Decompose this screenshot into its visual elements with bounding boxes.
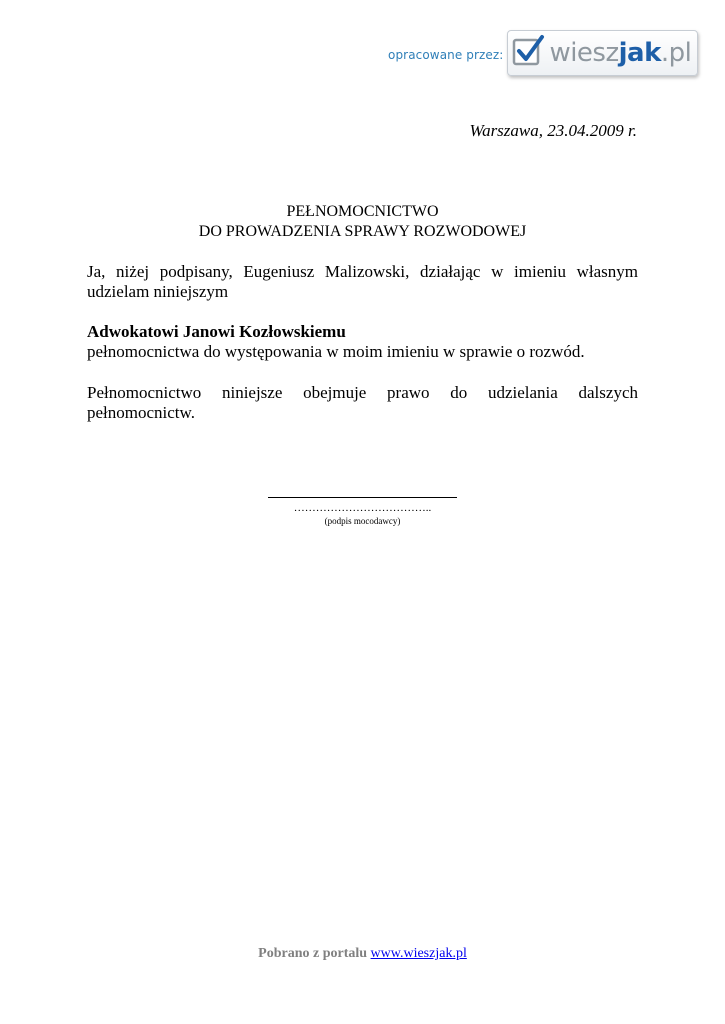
logo-wordmark [549,40,691,66]
wieszjak-logo [507,30,698,76]
document-subtitle: DO PROWADZENIA SPRAWY ROZWODOWEJ [198,223,527,240]
page-footer [0,946,725,962]
grant-paragraph [87,262,638,302]
signature-dots: ……………………………….. [293,502,432,514]
document-title: PEŁNOMOCNICTWO [286,203,439,220]
footer-link[interactable]: www.wieszjak.pl [370,946,467,961]
substitution-paragraph [87,383,638,423]
grant-paragraph-line-2: udzielam niniejszym [87,282,229,301]
addressee-name: Adwokatowi Janowi Kozłowskiemu [87,322,346,341]
prepared-by-label: opracowane przez: [388,48,504,62]
logo-word-wiesz: wiesz [549,38,619,68]
signature-line [268,497,457,498]
document-date: Warszawa, 23.04.2009 r. [469,121,637,140]
signature-caption: (podpis mocodawcy) [324,516,401,526]
scope-paragraph: pełnomocnictwa do występowania w moim imieniu w sprawie o rozwód. [87,342,585,361]
logo-word-jak: jak [618,38,661,68]
grant-paragraph-line-1: Ja, niżej podpisany, Eugeniusz Malizowski, działając w imieniu własnym [87,262,638,281]
substitution-paragraph-line-2: pełnomocnictw. [87,403,195,422]
site-logo-banner [388,30,698,76]
substitution-paragraph-line-1: Pełnomocnictwo niniejsze obejmuje prawo do udzielania dalszych [87,383,638,402]
footer-label: Pobrano z portalu [258,946,368,961]
checkbox-check-icon [512,34,546,73]
logo-word-pl: .pl [660,38,692,68]
